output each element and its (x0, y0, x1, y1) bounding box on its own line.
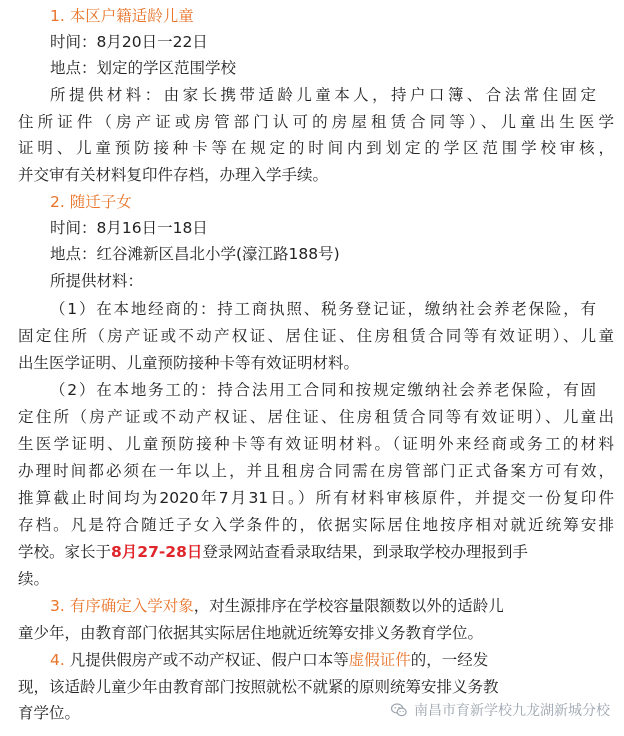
section-2-item-2-line: 存档。凡是符合随迁子女入学条件的，依据实际居住地按序相对就近统筹安排 (18, 516, 614, 534)
section-2-item-2-line: 推算截止时间均为2020年7月31日。）所有材料审核原件，并提交一份复印件 (18, 489, 614, 507)
section-1-title: 1. 本区户籍适龄儿童 (50, 7, 194, 25)
section-2-place: 地点：红谷滩新区昌北小学(濠江路188号) (50, 245, 340, 263)
section-2-line-text: 学校。家长于 (18, 543, 112, 561)
section-2-item-2-line: 生医学证明、儿童预防接种卡等有效证明材料。（证明外来经商或务工的材料 (18, 435, 614, 453)
section-4-line (50, 647, 624, 673)
watermark-text: 南昌市育新学校九龙湖新城分校 (414, 703, 610, 719)
fake-documents-highlight: 虚假证件 (348, 651, 411, 669)
section-4-line: 现，该适龄儿童少年由教育部门按照就松不就紧的原则统筹安排义务教 (18, 678, 499, 696)
section-2-item-1-line: 出生医学证明、儿童预防接种卡等有效证明材料。 (18, 354, 360, 372)
section-2-item-2-line (18, 539, 624, 565)
section-2-materials-label: 所提供材料： (50, 272, 144, 290)
section-1-materials-line: 并交审有关材料复印件存档，办理入学手续。 (18, 166, 329, 184)
section-1-place: 地点：划定的学区范围学校 (50, 59, 237, 77)
watermark (390, 698, 610, 722)
section-4-line: 育学位。 (18, 704, 81, 722)
section-3-line (50, 593, 624, 619)
section-2-item-2-line: 定住所（房产证或不动产权证、居住证、住房租赁合同等有效证明）、儿童出 (18, 408, 614, 426)
section-3-title: 3. 有序确定入学对象 (50, 597, 194, 615)
section-2-item-1-line: 固定住所（房产证或不动产权证、居住证、住房租赁合同等有效证明）、儿童 (18, 327, 614, 345)
section-2-item-2-line: （2）在本地务工的：持合法用工合同和按规定缴纳社会养老保险，有固 (50, 381, 596, 399)
section-2-item-1-line: （1）在本地经商的：持工商执照、税务登记证，缴纳社会养老保险，有 (50, 300, 596, 318)
section-3-line: 童少年，由教育部门依据其实际居住地就近统筹安排义务教育学位。 (18, 624, 484, 642)
wechat-icon (390, 701, 408, 719)
section-2-time: 时间：8月16日一18日 (50, 219, 208, 237)
section-1-materials-line: 住所证件（房产证或房管部门认可的房屋租赁合同等）、儿童出生医学 (18, 113, 614, 131)
section-2-item-2-line: 办理时间都必须在一年以上，并且租房合同需在房管部门正式备案方可有效， (18, 462, 614, 480)
section-4-text: 凡提供假房产或不动产权证、假户口本等 (64, 651, 349, 669)
result-date-highlight: 8月27-28日 (111, 543, 203, 561)
section-1-materials-line: 所提供材料：由家长携带适龄儿童本人，持户口簿、合法常住固定 (50, 86, 596, 104)
section-2-title: 2. 随迁子女 (50, 193, 132, 211)
section-1-time: 时间：8月20日一22日 (50, 33, 208, 51)
section-1-materials-line: 证明、儿童预防接种卡等在规定的时间内到划定的学区范围学校审核， (18, 139, 614, 157)
section-4-text: 的，一经发 (410, 651, 489, 669)
section-3-text: ，对生源排序在学校容量限额数以外的适龄儿 (193, 597, 504, 615)
section-4-number: 4. (50, 651, 65, 669)
section-2-line-text: 登录网站查看录取结果，到录取学校办理报到手 (202, 543, 528, 561)
section-2-item-2-line: 续。 (18, 570, 50, 588)
